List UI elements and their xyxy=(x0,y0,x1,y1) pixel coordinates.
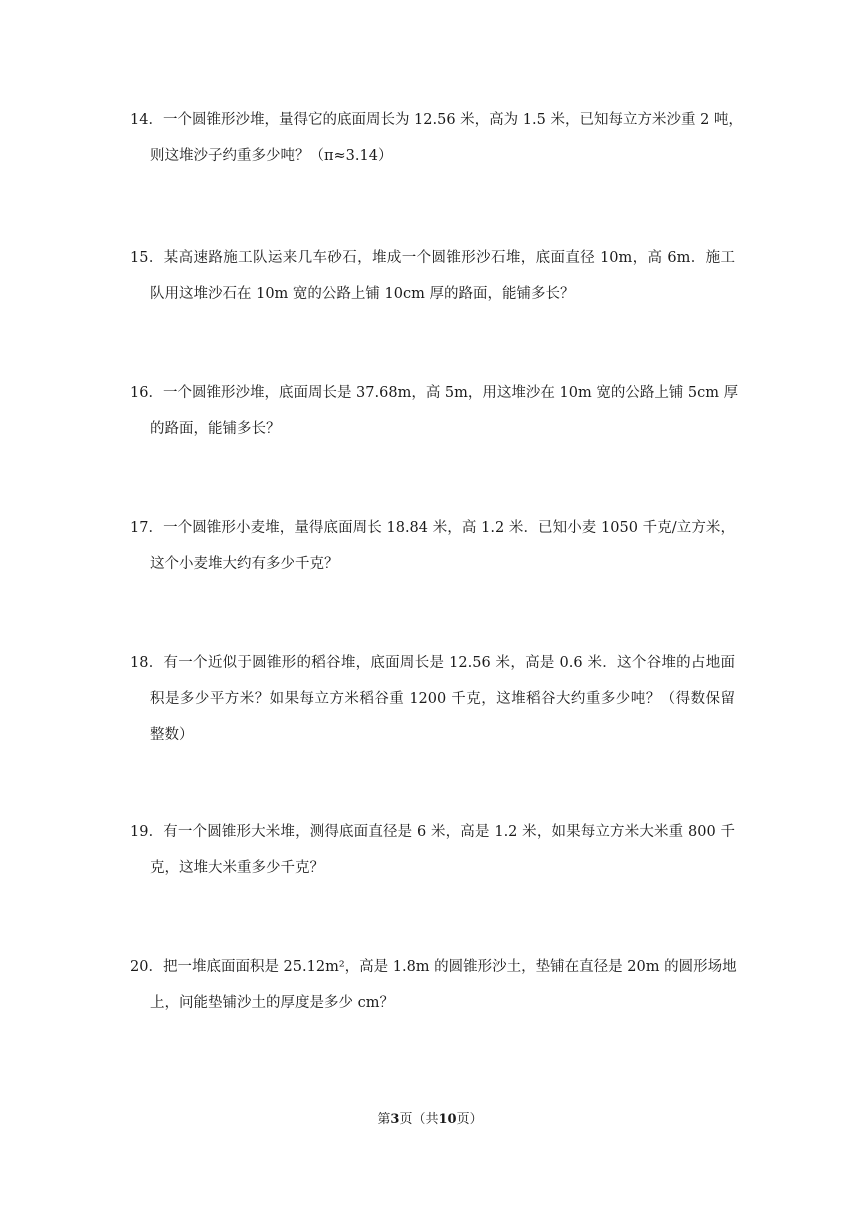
footer-prefix: 第 xyxy=(377,1112,391,1127)
question-line: 队用这堆沙石在 10m 宽的公路上铺 10cm 厚的路面，能铺多长？ xyxy=(150,286,575,302)
question-20 xyxy=(130,949,735,1021)
question-19 xyxy=(130,814,735,886)
question-line: 17．一个圆锥形小麦堆，量得底面周长 18.84 米，高 1.2 米．已知小麦 1050 千克/立方米， xyxy=(130,520,735,536)
question-line: 这个小麦堆大约有多少千克？ xyxy=(150,556,339,572)
question-line: 19．有一个圆锥形大米堆，测得底面直径是 6 米，高是 1.2 米，如果每立方米大米重 800 千 xyxy=(130,824,735,840)
question-16 xyxy=(130,375,739,447)
question-line: 整数） xyxy=(150,727,194,743)
question-line: 20．把一堆底面面积是 25.12m²，高是 1.8m 的圆锥形沙土，垫铺在直径是 20m 的圆形场地 xyxy=(130,959,737,975)
footer-suffix: 页） xyxy=(456,1112,483,1127)
footer-total-pages: 10 xyxy=(438,1112,457,1127)
question-15 xyxy=(130,240,735,312)
page-footer xyxy=(0,1108,860,1127)
question-line: 则这堆沙子约重多少吨？（π≈3.14） xyxy=(150,148,393,164)
question-line: 克，这堆大米重多少千克？ xyxy=(150,860,324,876)
footer-page-number: 3 xyxy=(390,1112,400,1127)
question-18 xyxy=(130,645,735,753)
footer-middle: 页（共 xyxy=(399,1112,439,1127)
question-line: 16．一个圆锥形沙堆，底面周长是 37.68m，高 5m，用这堆沙在 10m 宽的公路上铺 5cm 厚 xyxy=(130,385,739,401)
question-line: 14．一个圆锥形沙堆，量得它的底面周长为 12.56 米，高为 1.5 米，已知每立方米沙重 2 吨， xyxy=(130,112,743,128)
question-14 xyxy=(130,102,743,174)
question-17 xyxy=(130,510,735,582)
question-line: 积是多少平方米？如果每立方米稻谷重 1200 千克，这堆稻谷大约重多少吨？（得数保留 xyxy=(150,691,735,707)
question-line: 的路面，能铺多长？ xyxy=(150,421,281,437)
question-line: 15．某高速路施工队运来几车砂石，堆成一个圆锥形沙石堆，底面直径 10m，高 6m．施工 xyxy=(130,250,735,266)
question-line: 上，问能垫铺沙土的厚度是多少 cm？ xyxy=(150,995,394,1011)
question-line: 18．有一个近似于圆锥形的稻谷堆，底面周长是 12.56 米，高是 0.6 米．这个谷堆的占地面 xyxy=(130,655,735,671)
